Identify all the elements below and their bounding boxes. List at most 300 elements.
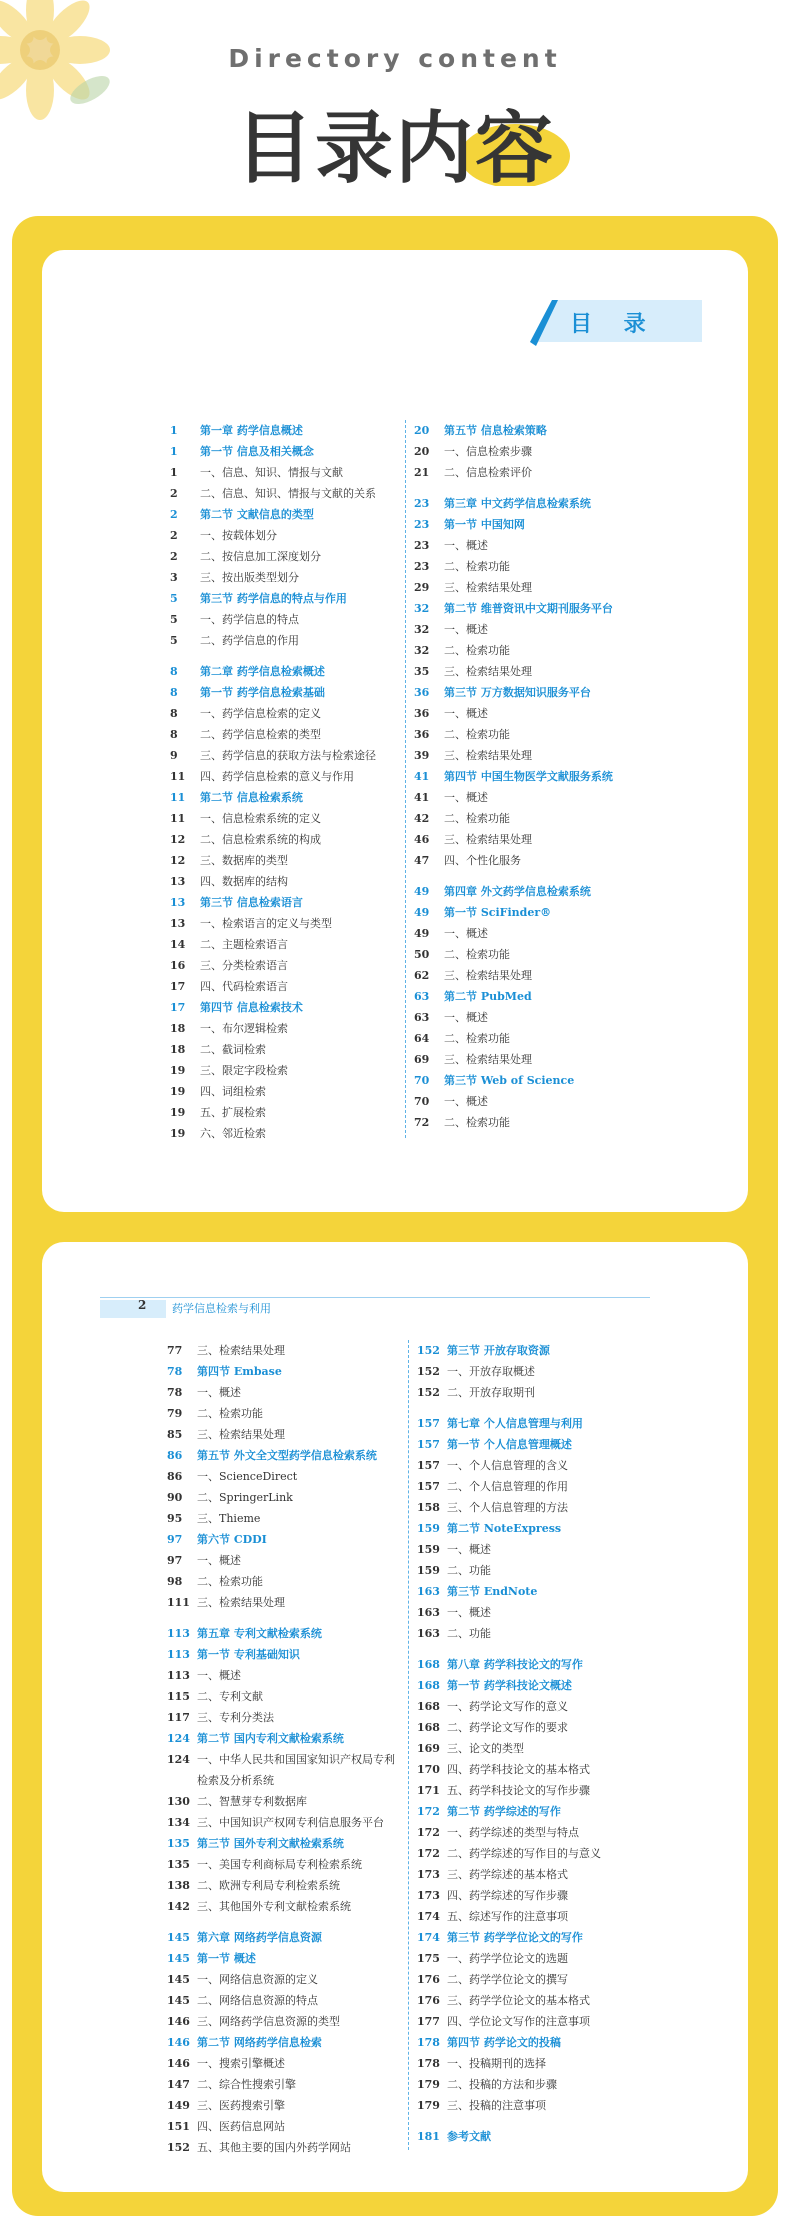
toc-section-row [417,1434,667,1455]
toc-entry-row [167,1550,403,1571]
toc-entry-title: 一、概述 [197,1669,241,1682]
toc-entry-title: 一、信息、知识、情报与文献 [200,466,343,479]
toc-page-number: 18 [170,1043,186,1056]
toc-entry-title: 第一节 专利基础知识 [197,1648,300,1661]
toc-page-number: 17 [170,980,186,993]
toc-page-number: 8 [170,707,178,720]
toc-entry-title: 第一节 SciFinder® [444,906,552,919]
toc-entry-title: 四、词组检索 [200,1085,266,1098]
toc-entry-title: 二、药学信息的作用 [200,634,299,647]
toc-entry-row [417,1822,667,1843]
toc-entry-row [170,829,400,850]
toc-entry-row [167,1592,403,1613]
toc-entry-title: 三、检索结果处理 [444,581,532,594]
toc-page-number: 69 [414,1053,430,1066]
toc-section-row [414,902,664,923]
toc-page-number: 174 [417,1931,440,1944]
toc-entry-row [170,976,400,997]
toc1-right-column [414,420,664,1133]
toc-section-row [414,1070,664,1091]
toc2-left-column [167,1340,403,2158]
toc-entry-title: 三、限定字段检索 [200,1064,288,1077]
toc-page-number: 181 [417,2130,440,2143]
toc-page-number: 86 [167,1470,183,1483]
toc-entry-title: 一、个人信息管理的含义 [447,1459,568,1472]
toc-entry-title: 一、概述 [444,539,488,552]
toc-entry-row [167,2074,403,2095]
toc-page-number: 142 [167,1900,190,1913]
toc-entry-title: 第四节 中国生物医学文献服务系统 [444,770,613,783]
toc-entry-title: 五、扩展检索 [200,1106,266,1119]
toc-entry-row [414,829,664,850]
toc-page-number: 64 [414,1032,430,1045]
toc-page-number: 19 [170,1085,186,1098]
toc-entry-row [170,808,400,829]
toc-entry-row [167,2011,403,2032]
toc-entry-title: 第七章 个人信息管理与利用 [447,1417,583,1430]
toc-page-number: 124 [167,1732,190,1745]
toc-entry-title: 二、检索功能 [444,728,510,741]
toc-entry-row [417,1497,667,1518]
toc-page-number: 79 [167,1407,183,1420]
toc-entry-title: 三、专利分类法 [197,1711,274,1724]
toc-chapter-row [417,2126,667,2147]
toc-entry-row [167,2095,403,2116]
toc-entry-title: 二、检索功能 [444,1032,510,1045]
toc-page-number: 13 [170,896,186,909]
toc-page-number: 98 [167,1575,183,1588]
toc-page-number: 1 [170,466,178,479]
toc-entry-row [167,1990,403,2011]
toc-entry-title: 三、网络药学信息资源的类型 [197,2015,340,2028]
toc-entry-title: 五、药学科技论文的写作步骤 [447,1784,590,1797]
toc-page-number: 19 [170,1106,186,1119]
toc-page-number: 11 [170,812,186,825]
toc-page-number: 152 [417,1344,440,1357]
toc-entry-row [170,1081,400,1102]
toc-entry-row [167,1340,403,1361]
toc-entry-title: 二、药学论文写作的要求 [447,1721,568,1734]
toc-section-row [167,1529,403,1550]
toc-page-number: 168 [417,1679,440,1692]
toc-entry-title: 第二节 国内专利文献检索系统 [197,1732,344,1745]
toc-section-row [167,1833,403,1854]
toc-entry-title: 三、检索结果处理 [444,969,532,982]
toc-section-row [170,682,400,703]
toc-entry-row [167,2137,403,2158]
toc-page-number: 16 [170,959,186,972]
toc-entry-row [167,1382,403,1403]
toc-entry-title: 三、Thieme [197,1512,261,1525]
toc-entry-title: 第四节 信息检索技术 [200,1001,303,1014]
toc-section-row [414,682,664,703]
toc-page-number: 70 [414,1074,430,1087]
toc-entry-title: 第一节 信息及相关概念 [200,445,314,458]
toc-entry-row [170,703,400,724]
toc-entry-title: 一、投稿期刊的选择 [447,2057,546,2070]
toc-page-number: 172 [417,1826,440,1839]
toc-entry-title: 第三节 信息检索语言 [200,896,303,909]
toc-entry-title: 二、药学综述的写作目的与意义 [447,1847,601,1860]
toc-entry-row [167,1707,403,1728]
toc-entry-row [167,1791,403,1812]
running-page-number: 2 [138,1298,147,1312]
toc-section-row [417,1581,667,1602]
toc-entry-title: 二、SpringerLink [197,1491,293,1504]
toc-page-number: 117 [167,1711,190,1724]
toc-page-number: 158 [417,1501,440,1514]
toc-entry-title: 第二节 维普资讯中文期刊服务平台 [444,602,613,615]
toc-entry-title: 第三节 药学信息的特点与作用 [200,592,347,605]
toc-chapter-row [167,1623,403,1644]
toc-entry-row [170,483,400,504]
toc-entry-row [417,1717,667,1738]
toc-entry-title: 第四节 药学论文的投稿 [447,2036,561,2049]
toc-section-row [167,1728,403,1749]
toc-page-number: 13 [170,917,186,930]
toc-entry-title: 三、投稿的注意事项 [447,2099,546,2112]
toc-entry-row [170,955,400,976]
toc-page-number: 147 [167,2078,190,2091]
toc-page-number: 1 [170,445,178,458]
toc-page-number: 157 [417,1459,440,1472]
running-header-rule [100,1297,650,1298]
toc-entry-title: 第三节 开放存取资源 [447,1344,550,1357]
toc-entry-title: 二、专利文献 [197,1690,263,1703]
toc-page-number: 13 [170,875,186,888]
toc-entry-title: 一、布尔逻辑检索 [200,1022,288,1035]
toc-entry-title: 三、检索结果处理 [197,1344,285,1357]
toc-page-number: 36 [414,728,430,741]
toc-entry-title: 检索及分析系统 [197,1774,274,1787]
toc-entry-row [414,850,664,871]
toc-page-number: 23 [414,518,430,531]
toc-entry-title: 第一节 个人信息管理概述 [447,1438,572,1451]
toc-page-number: 179 [417,2099,440,2112]
toc-entry-title: 四、药学科技论文的基本格式 [447,1763,590,1776]
toc-entry-title: 三、检索结果处理 [197,1428,285,1441]
toc-entry-title: 四、个性化服务 [444,854,521,867]
toc-entry-title: 三、药学学位论文的基本格式 [447,1994,590,2007]
toc-chapter-row [414,493,664,514]
toc2-right-column [417,1340,667,2147]
toc-entry-title: 第一节 中国知网 [444,518,525,531]
toc1-left-column [170,420,400,1144]
toc-page-number: 20 [414,445,430,458]
toc-entry-row [417,2095,667,2116]
toc-entry-row [414,441,664,462]
toc-entry-row [170,724,400,745]
toc-entry-row [167,1571,403,1592]
toc-page-number: 177 [417,2015,440,2028]
toc-entry-title: 四、代码检索语言 [200,980,288,993]
toc-entry-row [417,1906,667,1927]
toc-chapter-row [170,661,400,682]
toc-entry-title: 三、按出版类型划分 [200,571,299,584]
toc-entry-title: 五、综述写作的注意事项 [447,1910,568,1923]
toc-entry-title: 一、概述 [444,1095,488,1108]
toc-entry-title: 一、检索语言的定义与类型 [200,917,332,930]
toc-page-number: 179 [417,2078,440,2091]
toc-entry-title: 三、检索结果处理 [444,749,532,762]
toc-page-number: 3 [170,571,178,584]
toc-entry-row [414,577,664,598]
toc-page-number: 21 [414,466,430,479]
toc-entry-title: 二、智慧芽专利数据库 [197,1795,307,1808]
toc-page-number: 49 [414,906,430,919]
toc-page-number: 18 [170,1022,186,1035]
toc-page-number: 19 [170,1127,186,1140]
toc-entry-row [417,1969,667,1990]
toc-entry-row [417,2074,667,2095]
toc-page-number: 151 [167,2120,190,2133]
toc-entry-title: 第三节 万方数据知识服务平台 [444,686,591,699]
toc-page-number: 113 [167,1627,190,1640]
toc-entry-row [167,1686,403,1707]
toc-section-row [417,1801,667,1822]
toc-page-number: 8 [170,686,178,699]
toc-page-number: 176 [417,1994,440,2007]
toc-entry-title: 二、信息检索系统的构成 [200,833,321,846]
toc-page-number: 135 [167,1837,190,1850]
toc-entry-row [167,1508,403,1529]
toc-page-number: 20 [414,424,430,437]
toc-entry-title: 第五章 专利文献检索系统 [197,1627,322,1640]
toc-entry-row [414,556,664,577]
toc-page-number: 124 [167,1753,190,1766]
toc-entry-row [414,619,664,640]
toc-page-number: 49 [414,927,430,940]
toc-section-row [414,598,664,619]
toc-section-row [417,1927,667,1948]
toc-page-number: 9 [170,749,178,762]
toc-entry-row [414,787,664,808]
toc-chapter-row [417,1413,667,1434]
mulu-heading: 目 录 [570,312,658,337]
toc-entry-row [414,703,664,724]
toc-entry-row [170,525,400,546]
toc-page-number: 168 [417,1700,440,1713]
toc-page-number: 49 [414,885,430,898]
toc-section-row [170,997,400,1018]
english-title: Directory content [228,44,562,73]
toc-entry-title: 一、概述 [444,1011,488,1024]
toc-entry-title: 第一章 药学信息概述 [200,424,303,437]
toc-entry-title: 第二节 文献信息的类型 [200,508,314,521]
toc-section-row [170,588,400,609]
toc-page-number: 32 [414,644,430,657]
toc-entry-row [167,1896,403,1917]
toc-entry-title: 四、药学综述的写作步骤 [447,1889,568,1902]
toc-entry-title: 三、其他国外专利文献检索系统 [197,1900,351,1913]
toc-entry-title: 三、个人信息管理的方法 [447,1501,568,1514]
toc-page-number: 176 [417,1973,440,1986]
toc-section-row [414,766,664,787]
toc-page-number: 23 [414,497,430,510]
toc-page-number: 78 [167,1386,183,1399]
toc-entry-row [414,462,664,483]
toc-entry-title: 二、检索功能 [444,644,510,657]
toc-section-row [167,1361,403,1382]
toc-entry-row [414,1091,664,1112]
toc-entry-row [170,871,400,892]
toc-entry-row [414,944,664,965]
toc-entry-title: 一、药学学位论文的选题 [447,1952,568,1965]
toc-entry-row [414,661,664,682]
toc-entry-title: 参考文献 [447,2130,491,2143]
toc-entry-row [414,1007,664,1028]
toc-chapter-row [414,881,664,902]
toc-entry-title: 一、中华人民共和国国家知识产权局专利 [197,1753,395,1766]
running-book-title: 药学信息检索与利用 [172,1302,271,1315]
toc-page-number: 35 [414,665,430,678]
toc-entry-row [170,745,400,766]
toc-entry-title: 第六章 网络药学信息资源 [197,1931,322,1944]
toc-page-number: 39 [414,749,430,762]
toc-entry-row [417,1864,667,1885]
toc-entry-row [167,1403,403,1424]
toc-page-number: 32 [414,623,430,636]
toc-entry-row [170,766,400,787]
toc-page-number: 5 [170,613,178,626]
toc-entry-title: 一、信息检索系统的定义 [200,812,321,825]
toc-entry-title: 二、按信息加工深度划分 [200,550,321,563]
toc-page-number: 163 [417,1606,440,1619]
toc-page-number: 12 [170,833,186,846]
toc-entry-row [167,1424,403,1445]
toc-entry-title: 二、药学学位论文的撰写 [447,1973,568,1986]
toc-entry-title: 一、概述 [447,1606,491,1619]
toc-entry-row [170,934,400,955]
toc-page-number: 8 [170,665,178,678]
toc-section-row [170,892,400,913]
toc-entry-row [417,1476,667,1497]
toc-entry-row [417,1602,667,1623]
toc-entry-title: 一、开放存取概述 [447,1365,535,1378]
toc-page-number: 77 [167,1344,183,1357]
toc-page-number: 12 [170,854,186,867]
toc-page-number: 157 [417,1417,440,1430]
toc-page-number: 41 [414,791,430,804]
toc-entry-title: 第五节 信息检索策略 [444,424,547,437]
toc-page-number: 173 [417,1868,440,1881]
toc-page-number: 5 [170,634,178,647]
toc-page-number: 11 [170,791,186,804]
toc-entry-title: 三、检索结果处理 [444,833,532,846]
toc-entry-title: 第三节 Web of Science [444,1074,575,1087]
toc-page-number: 5 [170,592,178,605]
toc-entry-row [417,1382,667,1403]
toc-page-number: 173 [417,1889,440,1902]
toc-entry-title: 二、检索功能 [444,1116,510,1129]
toc-page-number: 47 [414,854,430,867]
toc-entry-title: 三、检索结果处理 [444,665,532,678]
toc-entry-title: 一、网络信息资源的定义 [197,1973,318,1986]
toc-entry-title: 第二节 网络药学信息检索 [197,2036,322,2049]
toc-entry-title: 一、药学信息的特点 [200,613,299,626]
toc-page-number: 157 [417,1480,440,1493]
toc-page-number: 157 [417,1438,440,1451]
toc-page-number: 171 [417,1784,440,1797]
toc-page-number: 152 [417,1386,440,1399]
toc-entry-title: 三、检索结果处理 [197,1596,285,1609]
page-title: 目录内容 [234,104,555,194]
toc-entry-title: 二、截词检索 [200,1043,266,1056]
toc-section-row [170,504,400,525]
toc-page-number: 115 [167,1690,190,1703]
toc-page-number: 175 [417,1952,440,1965]
toc-section-row [417,1675,667,1696]
toc-section-row [417,1340,667,1361]
toc-entry-row [170,1039,400,1060]
toc-entry-title: 二、网络信息资源的特点 [197,1994,318,2007]
toc-page-number: 2 [170,550,178,563]
toc-section-row [170,787,400,808]
toc-section-row [167,1948,403,1969]
toc-entry-row [167,1749,403,1770]
toc-page-number: 63 [414,990,430,1003]
toc-entry-row [170,567,400,588]
toc-page-number: 159 [417,1543,440,1556]
toc-entry-title: 第三节 国外专利文献检索系统 [197,1837,344,1850]
toc-page-number: 146 [167,2036,190,2049]
toc-entry-title: 二、信息检索评价 [444,466,532,479]
toc-page-number: 50 [414,948,430,961]
toc-entry-row [417,1696,667,1717]
toc-entry-title: 二、检索功能 [197,1407,263,1420]
toc-entry-row [170,850,400,871]
toc-entry-title: 一、信息检索步骤 [444,445,532,458]
toc-page-number: 130 [167,1795,190,1808]
toc-entry-title: 第四章 外文药学信息检索系统 [444,885,591,898]
toc-entry-row [170,1060,400,1081]
toc-page-number: 169 [417,1742,440,1755]
toc-page-number: 23 [414,539,430,552]
toc-entry-title: 第三节 EndNote [447,1585,538,1598]
toc-page-number: 41 [414,770,430,783]
toc-entry-title: 一、概述 [444,707,488,720]
toc-entry-title: 三、中国知识产权网专利信息服务平台 [197,1816,384,1829]
toc-entry-row [417,1885,667,1906]
toc-entry-row [167,1770,403,1791]
toc-entry-title: 一、美国专利商标局专利检索系统 [197,1858,362,1871]
toc-entry-row [167,1854,403,1875]
toc-section-row [414,420,664,441]
toc-entry-row [167,1875,403,1896]
toc-entry-title: 第二节 信息检索系统 [200,791,303,804]
toc-entry-row [414,808,664,829]
toc-entry-row [167,1969,403,1990]
toc-page-number: 113 [167,1669,190,1682]
toc-entry-row [167,1487,403,1508]
toc-section-row [414,514,664,535]
toc-page-number: 145 [167,1931,190,1944]
toc-page-number: 163 [417,1585,440,1598]
toc-page-number: 172 [417,1805,440,1818]
toc-page-number: 152 [167,2141,190,2154]
toc-page-number: 32 [414,602,430,615]
toc-entry-row [414,1112,664,1133]
toc-page-number: 8 [170,728,178,741]
toc-entry-title: 一、概述 [444,791,488,804]
toc-section-row [167,1644,403,1665]
toc-section-row [417,2032,667,2053]
toc-chapter-row [417,1654,667,1675]
toc-chapter-row [170,420,400,441]
toc-entry-row [417,1990,667,2011]
toc-page-number: 178 [417,2057,440,2070]
toc-entry-row [417,1738,667,1759]
